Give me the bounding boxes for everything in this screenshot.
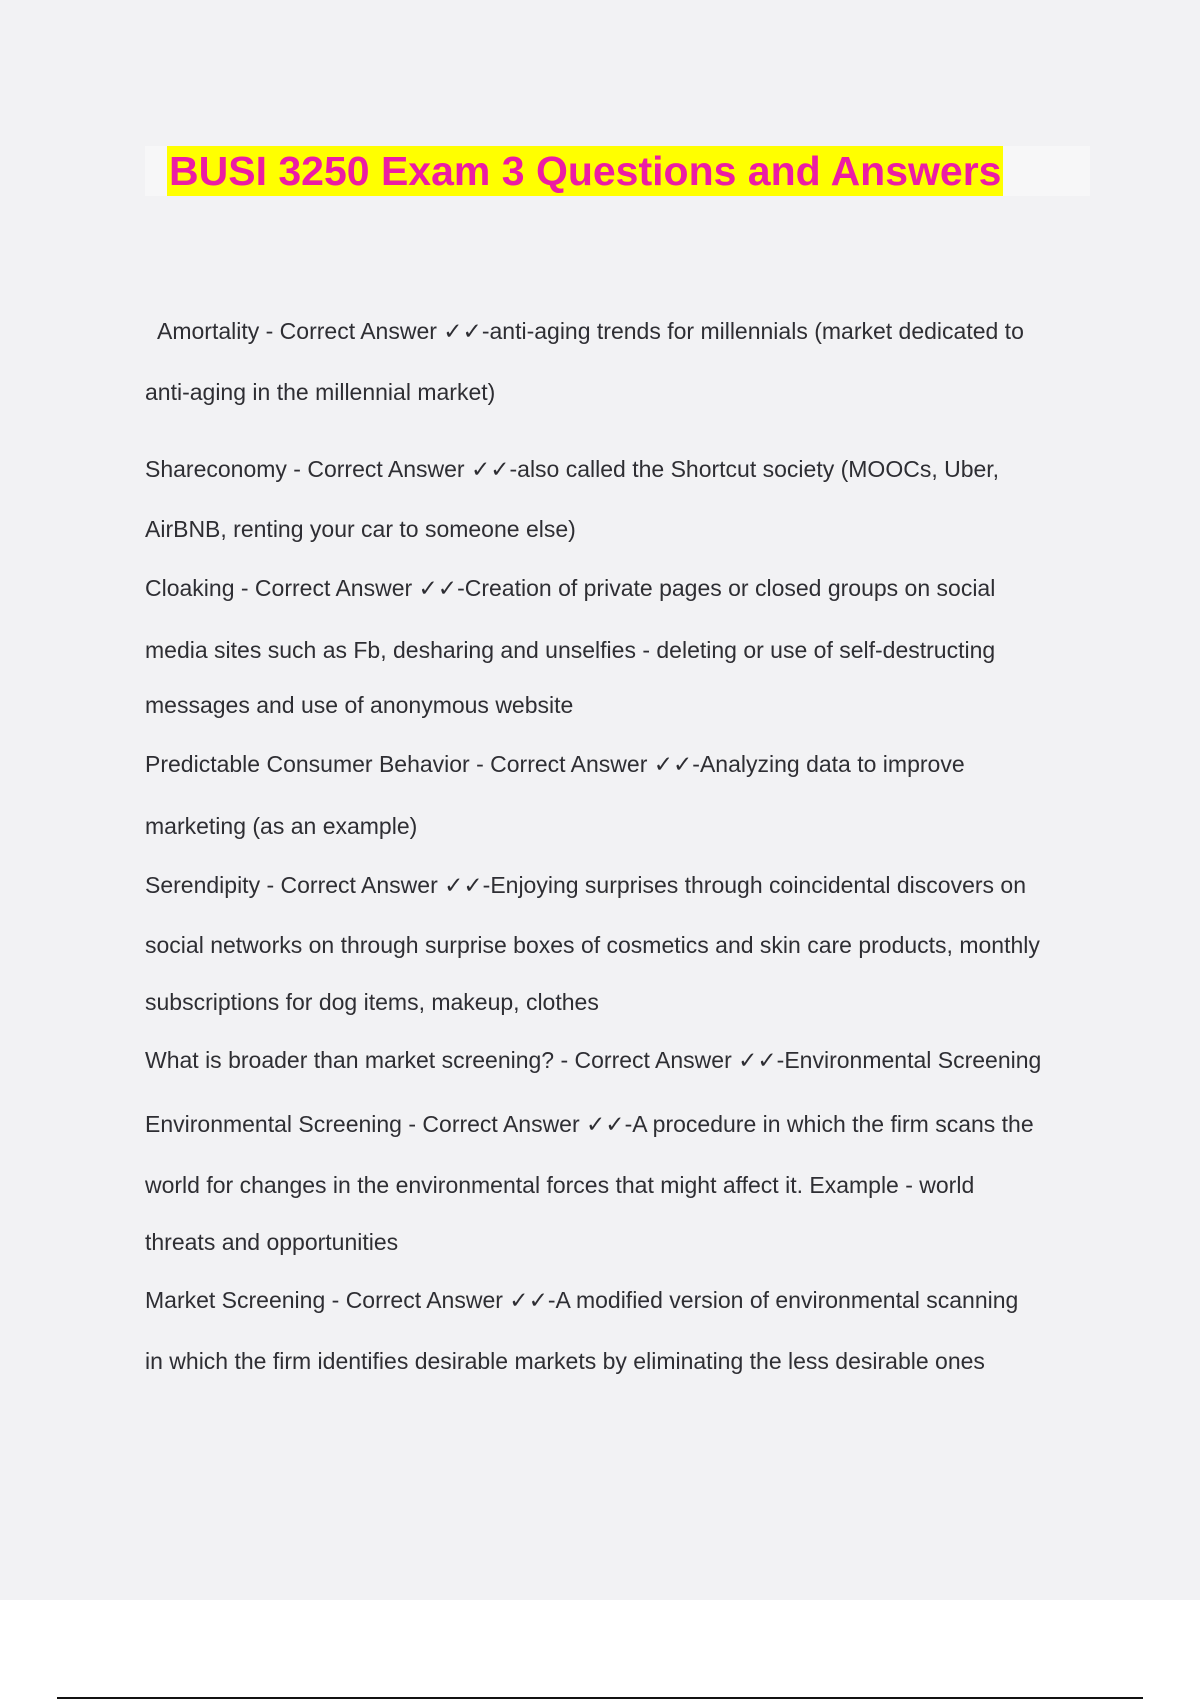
- entry-line: Amortality - Correct Answer ✓✓-anti-aging trends for millennials (market dedicated to: [157, 318, 1024, 344]
- entry-line: world for changes in the environmental forces that might affect it. Example - world: [145, 1172, 975, 1198]
- entry-line: threats and opportunities: [145, 1229, 399, 1255]
- entry-line: messages and use of anonymous website: [145, 692, 574, 718]
- entry-line: Shareconomy - Correct Answer ✓✓-also called the Shortcut society (MOOCs, Uber,: [145, 456, 1000, 482]
- entry-line: Serendipity - Correct Answer ✓✓-Enjoying surprises through coincidental discovers on: [145, 872, 1026, 898]
- entry-line: in which the firm identifies desirable markets by eliminating the less desirable ones: [145, 1348, 985, 1374]
- footer-rule: [57, 1697, 1143, 1699]
- entry-line: Environmental Screening - Correct Answer ✓✓-A procedure in which the firm scans the: [145, 1111, 1034, 1137]
- entry-line: social networks on through surprise boxes of cosmetics and skin care products, monthly: [145, 932, 1040, 958]
- entry-line: marketing (as an example): [145, 813, 418, 839]
- entry-line: AirBNB, renting your car to someone else): [145, 516, 576, 542]
- entry-line: anti-aging in the millennial market): [145, 379, 496, 405]
- entry-line: subscriptions for dog items, makeup, clothes: [145, 989, 599, 1015]
- entry-line: media sites such as Fb, desharing and unselfies - deleting or use of self-destructing: [145, 637, 996, 663]
- entry-line: Cloaking - Correct Answer ✓✓-Creation of private pages or closed groups on social: [145, 575, 996, 601]
- entry-line: Market Screening - Correct Answer ✓✓-A modified version of environmental scanning: [145, 1287, 1019, 1313]
- document-title: BUSI 3250 Exam 3 Questions and Answers: [169, 148, 1002, 194]
- entry-line: Predictable Consumer Behavior - Correct Answer ✓✓-Analyzing data to improve: [145, 751, 965, 777]
- entry-line: What is broader than market screening? - Correct Answer ✓✓-Environmental Screening: [145, 1047, 1042, 1073]
